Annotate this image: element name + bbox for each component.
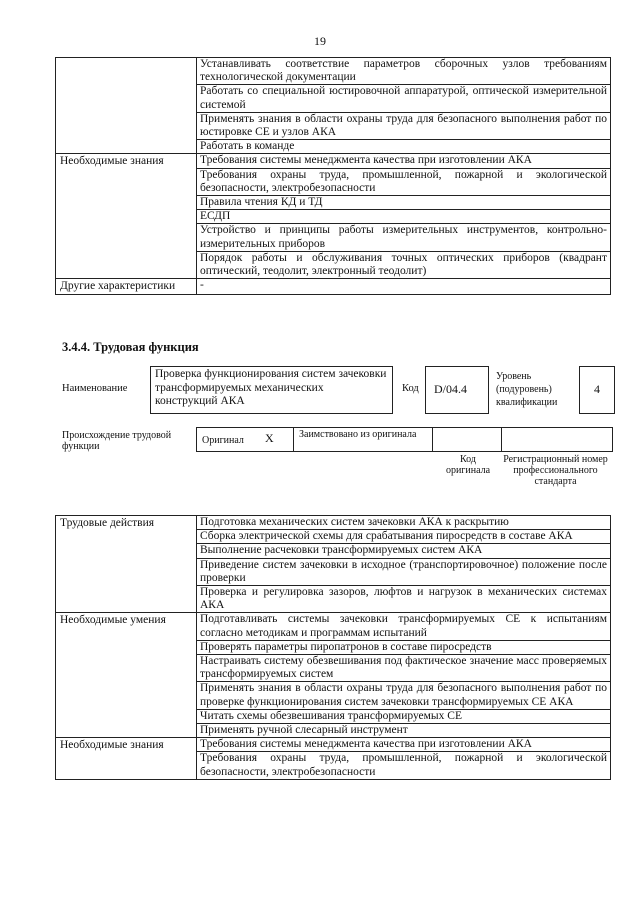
row-item: - (197, 279, 611, 295)
row-item: Устанавливать соответствие параметров сборочных узлов требованиям технологической документации (197, 58, 611, 85)
table-row (56, 516, 611, 530)
row-item: Устройство и принципы работы измерительных инструментов, контрольно-измерительных приборов (197, 224, 611, 251)
row-item: Применять ручной слесарный инструмент (197, 724, 611, 738)
page-number: 19 (314, 34, 326, 48)
level-box (579, 366, 615, 414)
row-item: Читать схемы обезвешивания трансформируемых СЕ (197, 709, 611, 723)
top-table-body (56, 58, 611, 295)
section-title: 3.4.4. Трудовая функция (62, 340, 199, 354)
row-label: Необходимые умения (56, 613, 197, 738)
row-label: Необходимые знания (56, 154, 197, 279)
row-item: Подготовка механических систем зачековки АКА к раскрытию (197, 516, 611, 530)
row-item: Подготавливать системы зачековки трансформируемых СЕ к испытаниям согласно методикам и программам испытаний (197, 613, 611, 640)
row-item: Порядок работы и обслуживания точных оптических приборов (квадрант оптический, теодолит, электронный теодолит) (197, 251, 611, 278)
row-item: Работать со специальной юстировочной аппаратурой, оптической измерительной системой (197, 85, 611, 112)
row-item: ЕСДП (197, 210, 611, 224)
code-caption: Код оригинала (445, 454, 491, 476)
level-label: Уровень (подуровень) квалификации (496, 371, 558, 408)
table-row (56, 154, 611, 168)
code-label: Код (402, 383, 419, 394)
row-item: Применять знания в области охраны труда для безопасного выполнения работ по юстировке СЕ и узлов АКА (197, 112, 611, 139)
row-item: Настраивать систему обезвешивания под фактическое значение масс проверяемых трансформируемых систем (197, 655, 611, 682)
row-item: Требования охраны труда, промышленной, пожарной и экологической безопасности, электробезопасности (197, 752, 611, 779)
row-label: Необходимые знания (56, 738, 197, 780)
bottom-table (55, 515, 611, 780)
table-row (56, 58, 611, 85)
row-item: Проверка и регулировка зазоров, люфтов и нагрузок в механических системах АКА (197, 586, 611, 613)
row-label: Другие характеристики (56, 279, 197, 295)
row-item: Требования системы менеджмента качества при изготовлении АКА (197, 738, 611, 752)
original-mark: X (265, 431, 274, 445)
origin-divider-3 (501, 428, 502, 451)
table-row (56, 613, 611, 640)
reg-caption: Регистрационный номер профессионального стандарта (503, 454, 608, 487)
top-table (55, 57, 611, 295)
origin-divider-2 (432, 428, 433, 451)
row-item: Правила чтения КД и ТД (197, 196, 611, 210)
origin-label: Происхождение трудовой функции (62, 430, 172, 452)
origin-divider-1 (293, 428, 294, 451)
row-label (56, 58, 197, 154)
row-item: Сборка электрической схемы для срабатывания пиросредств в составе АКА (197, 530, 611, 544)
row-label: Трудовые действия (56, 516, 197, 613)
row-item: Выполнение расчековки трансформируемых систем АКА (197, 544, 611, 558)
name-box (150, 366, 393, 414)
row-item: Проверять параметры пиропатронов в составе пиросредств (197, 640, 611, 654)
borrowed-label: Заимствовано из оригинала (299, 429, 417, 440)
original-label: Оригинал (202, 435, 244, 446)
name-value: Проверка функционирования систем зачековки трансформируемых механических конструкций АКА (155, 368, 387, 407)
row-item: Требования охраны труда, промышленной, пожарной и экологической безопасности, электробезопасности (197, 168, 611, 195)
origin-box (196, 427, 613, 452)
row-item: Приведение систем зачековки в исходное (транспортировочное) положение после проверки (197, 558, 611, 585)
code-box (425, 366, 489, 414)
row-item: Применять знания в области охраны труда для безопасного выполнения работ по проверке функционирования систем зачековки трансформируемых СЕ АКА (197, 682, 611, 709)
level-value: 4 (594, 382, 600, 396)
code-value: D/04.4 (434, 382, 467, 396)
name-label: Наименование (62, 383, 128, 394)
row-item: Работать в команде (197, 140, 611, 154)
table-row (56, 738, 611, 752)
row-item: Требования системы менеджмента качества при изготовлении АКА (197, 154, 611, 168)
table-row (56, 279, 611, 295)
bottom-table-body (56, 516, 611, 780)
